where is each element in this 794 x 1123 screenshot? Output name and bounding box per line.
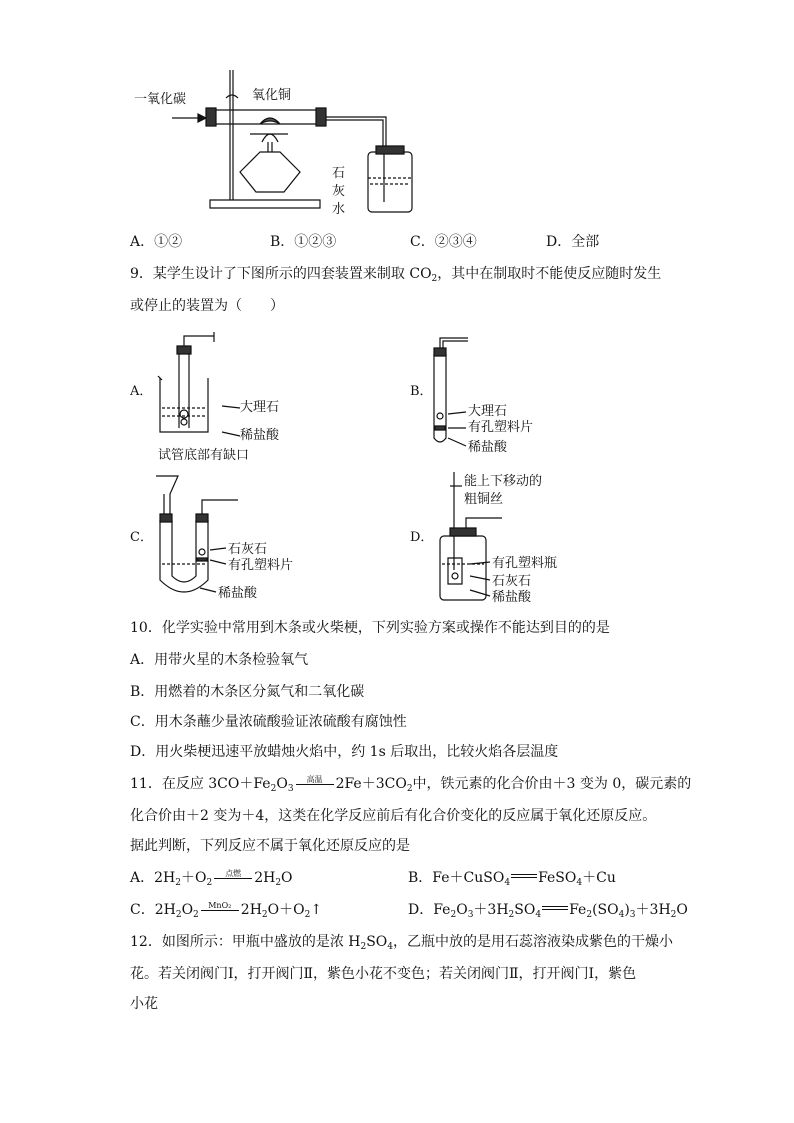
q8-options	[130, 232, 690, 252]
q10-option-b: B．用燃着的木条区分氮气和二氧化碳	[130, 684, 365, 700]
q9-apparatus-c	[130, 470, 390, 610]
q9-d-label-wire: 粗铜丝	[464, 492, 504, 507]
co-label: 一氧化碳	[134, 92, 187, 107]
limewater-label-1: 石	[332, 166, 346, 181]
q9-d-label-movable: 能上下移动的	[464, 474, 543, 489]
q9-d-drawing	[410, 470, 670, 610]
q11-stem-line2: 化合价由＋2 变为＋4，这类在化学反应前后有化合价变化的反应属于氧化还原反应。	[130, 808, 657, 824]
q8-option-d: D．全部	[546, 234, 600, 250]
q9-stem-line2: 或停止的装置为（ ）	[130, 298, 284, 314]
q10-option-c: C．用木条蘸少量浓硫酸验证浓硫酸有腐蚀性	[130, 714, 407, 730]
q9-c-drawing	[130, 470, 390, 610]
q9-a-drawing	[130, 328, 390, 468]
q9-b-letter: B．	[410, 384, 433, 399]
q11-text-c: 中，铁元素的化合价由＋3 变为 0，碳元素的	[412, 776, 692, 792]
q9-a-label-hcl: 稀盐酸	[240, 428, 280, 443]
q9-a-label-marble: 大理石	[240, 400, 280, 415]
q9-stem-line1	[130, 264, 661, 284]
q9-apparatus-d	[410, 470, 670, 610]
q9-c-label-hcl: 稀盐酸	[218, 586, 258, 601]
limewater-label-3: 水	[332, 202, 346, 217]
q9-c-label-limestone: 石灰石	[228, 542, 268, 557]
q8-option-b: B．①②③	[270, 234, 337, 250]
q8-option-c: C．②③④	[410, 234, 477, 250]
co2-subscript: 2	[431, 274, 438, 284]
q11-option-a: A．$2H_2+O_2$ 点燃 $2H_2O$	[130, 869, 293, 888]
q12-stem-line1: 12．如图所示：甲瓶中盛放的是浓 $H_2SO_4$，乙瓶中放的是用石蕊溶液染成紫色的干燥小	[130, 934, 674, 952]
q9-b-label-marble: 大理石	[468, 404, 508, 419]
q9-a-letter: A．	[130, 384, 153, 399]
q11-stem-line1: 11．在反应 $3CO+Fe_2O_3$ 高温 $2Fe+3CO_2$中，铁元素的化合价由＋3 变为 0，碳元素的	[130, 775, 692, 794]
q9-b-label-hcl: 稀盐酸	[468, 440, 508, 455]
q11-option-d: D．$Fe_2O_3+3H_2SO_4$ $Fe_2(SO_4)_3+3H_2O$	[408, 902, 688, 920]
q10-option-d: D．用火柴梗迅速平放蜡烛火焰中，约 1s 后取出，比较火焰各层温度	[130, 744, 559, 760]
q10-option-a: A．用带火星的木条检验氧气	[130, 652, 309, 668]
q9-apparatus-b	[410, 328, 670, 458]
cuo-label: 氧化铜	[252, 88, 292, 103]
q9-stem-text: 9．某学生设计了下图所示的四套装置来制取 CO	[130, 266, 432, 282]
q9-d-label-limestone: 石灰石	[492, 574, 532, 589]
q11-text-b: 2Fe＋3CO	[335, 776, 407, 792]
co-apparatus-drawing	[120, 62, 410, 222]
q9-c-label-plate: 有孔塑料片	[228, 558, 294, 573]
q9-stem-text-end: ，其中在制取时不能使反应随时发生	[437, 266, 662, 282]
q8-option-a: A．①②	[130, 234, 183, 250]
q9-a-caption: 试管底部有缺口	[158, 448, 250, 463]
q9-b-drawing	[410, 328, 670, 458]
q9-d-label-bottle: 有孔塑料瓶	[492, 556, 558, 571]
q9-apparatus-a	[130, 328, 390, 468]
q9-d-label-hcl: 稀盐酸	[492, 590, 532, 605]
q9-b-label-plate: 有孔塑料片	[468, 420, 534, 435]
co-reduction-figure	[120, 62, 410, 222]
q11-text-a: 11．在反应 3CO＋Fe	[130, 776, 271, 792]
q11-option-b: B．Fe＋CuSO$_4$ FeSO$_4$＋Cu	[408, 870, 616, 888]
limewater-label-2: 灰	[332, 184, 346, 199]
q11-stem-line3: 据此判断，下列反应不属于氧化还原反应的是	[130, 838, 410, 854]
q9-c-letter: C．	[130, 530, 153, 545]
mno2-condition: MnO₂	[199, 902, 241, 916]
high-temp-condition: 高温	[294, 776, 336, 790]
ignite-condition: 点燃	[212, 870, 254, 884]
q12-stem-line2: 花。若关闭阀门Ⅰ，打开阀门Ⅱ，紫色小花不变色；若关闭阀门Ⅱ，打开阀门Ⅰ，紫色	[130, 966, 637, 982]
q9-d-letter: D．	[410, 530, 434, 545]
q11-option-c: C．$2H_2O_2$ MnO₂ $2H_2O+O_2↑$	[130, 901, 323, 920]
q12-stem-line3: 小花	[130, 996, 158, 1012]
q10-stem: 10．化学实验中常用到木条或火柴梗，下列实验方案或操作不能达到目的的是	[130, 620, 610, 636]
